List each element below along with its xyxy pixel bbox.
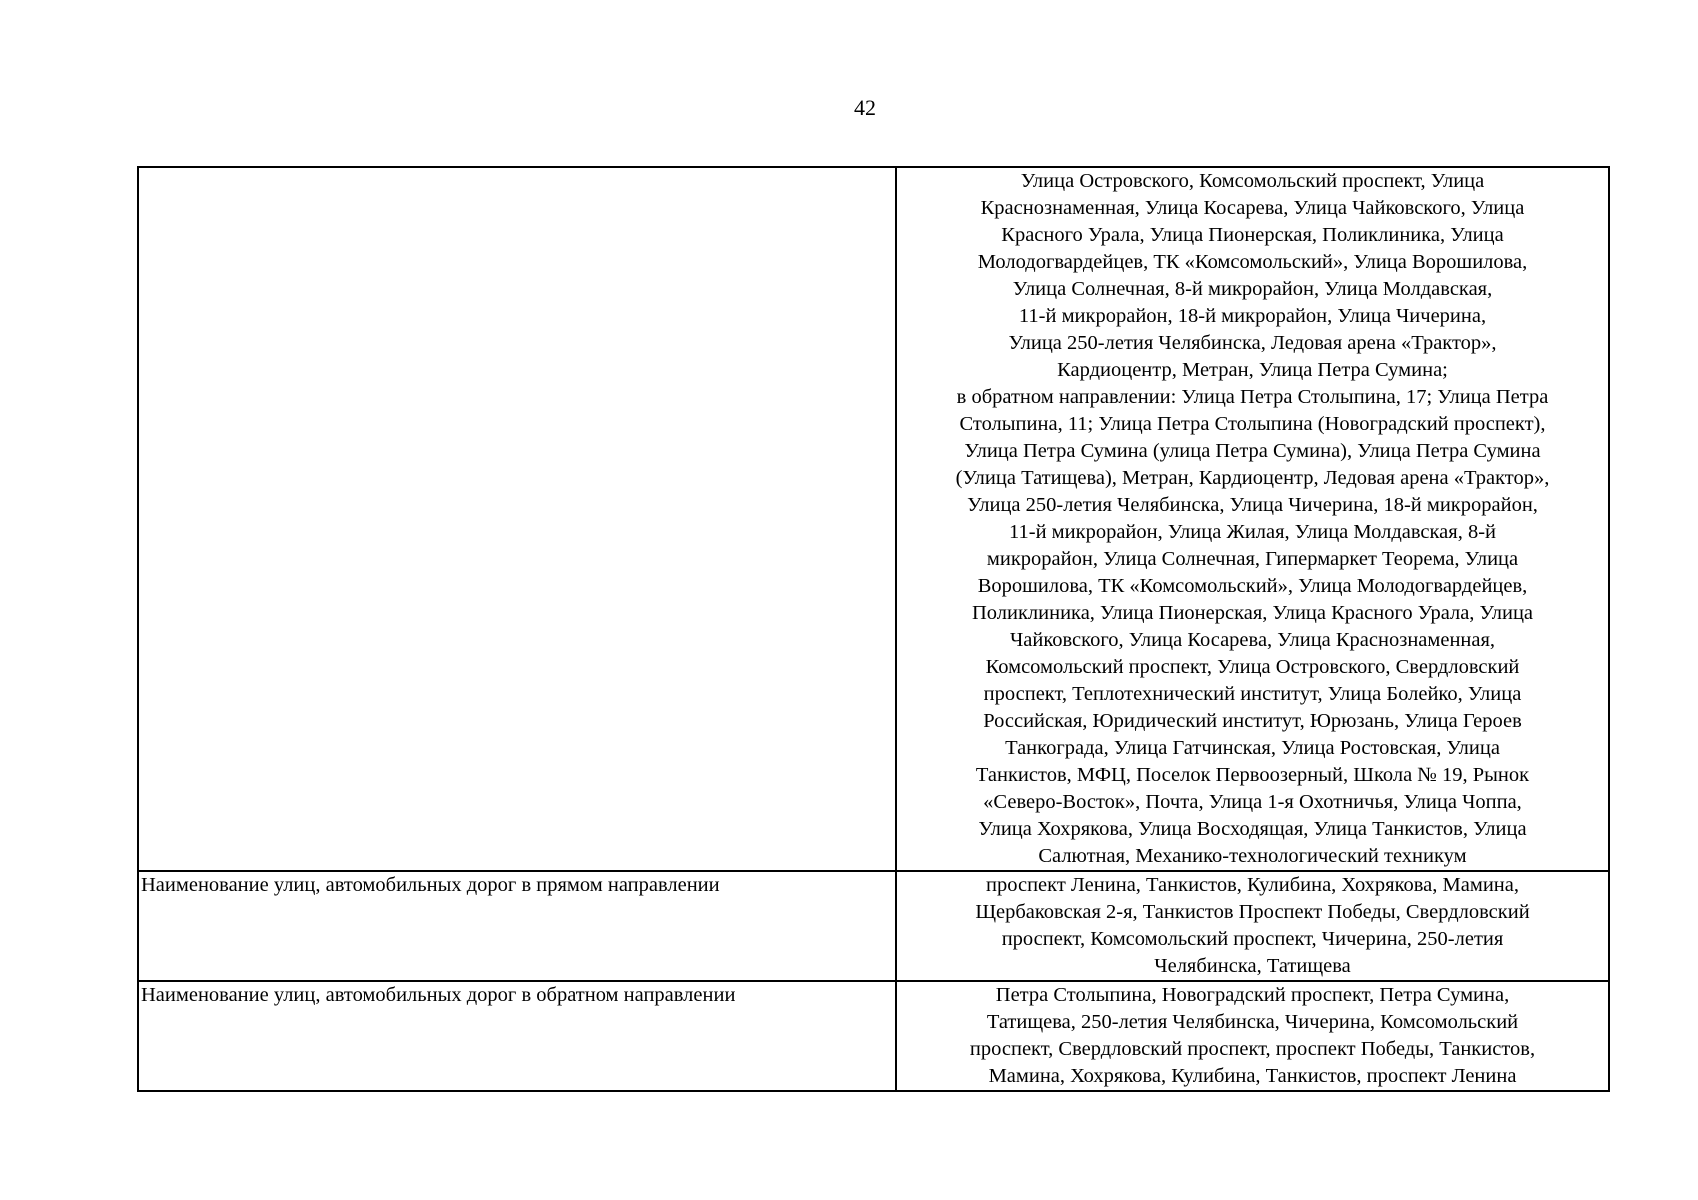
route-table <box>137 166 1610 1092</box>
forward-streets-cell <box>896 871 1609 981</box>
table-row <box>138 871 1609 981</box>
row-label-cell <box>138 167 896 871</box>
row-label-cell <box>138 871 896 981</box>
row-label-cell <box>138 981 896 1091</box>
reverse-streets-text: Петра Столыпина, Новоградский проспект, Петра Сумина, Татищева, 250-летия Челябинска, Чичерина, Комсомольский проспект, Свердловский проспект, проспект Победы, Танкистов, Мамина, Хохрякова, Кулибина, Танкистов, проспект Ленина <box>969 984 1536 1087</box>
route-stops-cell <box>896 167 1609 871</box>
table-row <box>138 981 1609 1091</box>
reverse-streets-cell <box>896 981 1609 1091</box>
forward-streets-text: проспект Ленина, Танкистов, Кулибина, Хохрякова, Мамина, Щербаковская 2-я, Танкистов Проспект Победы, Свердловский проспект, Комсомольский проспект, Чичерина, 250-летия Челябинска, Татищева <box>975 874 1530 977</box>
table-row <box>138 167 1609 871</box>
forward-direction-label: Наименование улиц, автомобильных дорог в прямом направлении <box>141 874 720 896</box>
reverse-direction-label: Наименование улиц, автомобильных дорог в обратном направлении <box>141 984 736 1006</box>
page-number: 42 <box>854 95 876 120</box>
route-stops-text: Улица Островского, Комсомольский проспект, Улица Краснознаменная, Улица Косарева, Улица Чайковского, Улица Красного Урала, Улица Пионерская, Поликлиника, Улица Молодогвардейцев, ТК «Комсомольский», Улица Ворошилова, Улица Солнечная, 8-й микрорайон, Улица Молдавская, 11-й микрорайон, 18-й микрорайон, Улица Чичерина, Улица 250-летия Челябинска, Ледовая арена «Трактор», Кардиоцентр, Метран, Улица Петра Сумина; в обратном направлении: Улица Петра Столыпина, 17; Улица Петра Столыпина, 11; Улица Петра Столыпина (Новоградский проспект), Улица Петра Сумина (улица Петра Сумина), Улица Петра Сумина (Улица Татищева), Метран, Кардиоцентр, Ледовая арена «Трактор», Улица 250-летия Челябинска, Улица Чичерина, 18-й микрорайон, 11-й микрорайон, Улица Жилая, Улица Молдавская, 8-й микрорайон, Улица Солнечная, Гипермаркет Теорема, Улица Ворошилова, ТК «Комсомольский», Улица Молодогвардейцев, Поликлиника, Улица Пионерская, Улица Красного Урала, Улица Чайковского, Улица Косарева, Улица Краснознаменная, Комсомольский проспект, Улица Островского, Свердловский проспект, Теплотехнический институт, Улица Болейко, Улица Российская, Юридический институт, Юрюзань, Улица Героев Танкограда, Улица Гатчинская, Улица Ростовская, Улица Танкистов, МФЦ, Поселок Первоозерный, Школа № 19, Рынок «Северо-Восток», Почта, Улица 1-я Охотничья, Улица Чоппа, Улица Хохрякова, Улица Восходящая, Улица Танкистов, Улица Салютная, Механико-технологический техникум <box>955 170 1550 867</box>
